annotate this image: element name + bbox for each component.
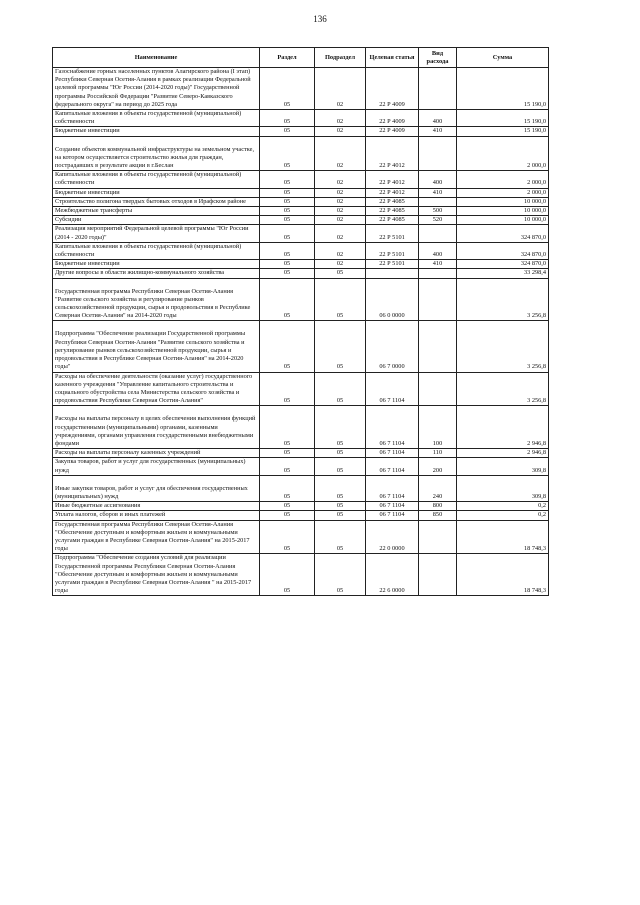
cell-amount: 0,2 — [457, 502, 549, 511]
cell-target-article: 22 Р 4009 — [366, 110, 419, 127]
cell-expense-type — [419, 520, 457, 554]
cell-target-article: 22 Р 4012 — [366, 188, 419, 197]
cell-target-article: 22 Р 4009 — [366, 68, 419, 110]
budget-table — [52, 47, 549, 596]
table-row — [53, 278, 549, 321]
cell-name: Строительство полигона твердых бытовых отходов в Ирафском районе — [53, 197, 260, 206]
cell-name: Подпрограмма "Обеспечение создания условий для реализации Государственной программы Республики Северная Осетия-Алания "Обеспечение доступным и комфортным жильем и коммунальными услугами граждан в Республике Северная Осетия-Алания " на 2015-2017 годы — [53, 554, 260, 596]
cell-name: Иные закупки товаров, работ и услуг для обеспечения государственных (муниципальных) нужд — [53, 475, 260, 501]
cell-target-article: 22 Р 4085 — [366, 207, 419, 216]
cell-expense-type: 410 — [419, 188, 457, 197]
table-row — [53, 554, 549, 596]
cell-subsection: 05 — [315, 406, 366, 449]
cell-amount: 309,8 — [457, 475, 549, 501]
cell-subsection: 05 — [315, 554, 366, 596]
table-row — [53, 520, 549, 554]
cell-amount: 10 000,0 — [457, 216, 549, 225]
table-header-row — [53, 48, 549, 68]
table-row — [53, 225, 549, 242]
cell-section: 05 — [260, 458, 315, 475]
cell-section: 05 — [260, 520, 315, 554]
cell-target-article: 06 0 0000 — [366, 278, 419, 321]
table-row — [53, 269, 549, 278]
table-row — [53, 216, 549, 225]
cell-amount: 18 748,3 — [457, 520, 549, 554]
cell-subsection: 05 — [315, 321, 366, 372]
cell-subsection: 02 — [315, 136, 366, 171]
table-row — [53, 171, 549, 188]
table-row — [53, 242, 549, 259]
cell-subsection: 05 — [315, 458, 366, 475]
table-row — [53, 136, 549, 171]
cell-subsection: 02 — [315, 110, 366, 127]
cell-target-article — [366, 269, 419, 278]
cell-target-article: 22 6 0000 — [366, 554, 419, 596]
cell-name: Газоснабжение горных населенных пунктов Алагирского района (I этап) Республики Северная Осетия-Алания в рамках реализации Федеральной целевой программы "Юг России (2014-2020 годы)" Государственной программы Российской Федерации "Развитие Северо-Кавказского федерального округа" на период до 2025 года — [53, 68, 260, 110]
cell-target-article: 06 7 0000 — [366, 321, 419, 372]
cell-target-article: 06 7 1104 — [366, 449, 419, 458]
cell-expense-type: 200 — [419, 458, 457, 475]
cell-target-article: 06 7 1104 — [366, 406, 419, 449]
table-row — [53, 502, 549, 511]
cell-expense-type — [419, 225, 457, 242]
cell-expense-type: 240 — [419, 475, 457, 501]
cell-name: Бюджетные инвестиции — [53, 127, 260, 136]
cell-section: 05 — [260, 278, 315, 321]
cell-amount: 15 190,0 — [457, 68, 549, 110]
cell-expense-type: 500 — [419, 207, 457, 216]
cell-expense-type — [419, 68, 457, 110]
page-number: 136 — [313, 14, 327, 24]
cell-amount: 0,2 — [457, 511, 549, 520]
cell-section: 05 — [260, 372, 315, 406]
cell-expense-type: 100 — [419, 406, 457, 449]
cell-section: 05 — [260, 406, 315, 449]
cell-amount: 2 946,8 — [457, 406, 549, 449]
table-row — [53, 207, 549, 216]
cell-name: Закупка товаров, работ и услуг для государственных (муниципальных) нужд — [53, 458, 260, 475]
header-name: Наименование — [53, 48, 260, 68]
cell-name: Бюджетные инвестиции — [53, 188, 260, 197]
cell-expense-type — [419, 278, 457, 321]
cell-name: Расходы на выплаты персоналу в целях обеспечения выполнения функций государственными (муниципальными) органами, казенными учреждениями, органами управления государственными внебюджетными фондами — [53, 406, 260, 449]
cell-expense-type: 800 — [419, 502, 457, 511]
cell-amount: 324 870,0 — [457, 242, 549, 259]
cell-name: Государственная программа Республики Северная Осетия-Алания "Обеспечение доступным и комфортным жильем и коммунальными услугами граждан в Республике Северная Осетия-Алания" на 2015-2017 годы — [53, 520, 260, 554]
cell-expense-type: 850 — [419, 511, 457, 520]
cell-subsection: 02 — [315, 225, 366, 242]
cell-section: 05 — [260, 127, 315, 136]
header-target-article: Целевая статья — [366, 48, 419, 68]
cell-target-article: 22 Р 4012 — [366, 136, 419, 171]
cell-expense-type — [419, 269, 457, 278]
cell-subsection: 05 — [315, 511, 366, 520]
cell-name: Иные бюджетные ассигнования — [53, 502, 260, 511]
cell-name: Субсидии — [53, 216, 260, 225]
cell-section: 05 — [260, 554, 315, 596]
cell-section: 05 — [260, 171, 315, 188]
cell-name: Реализация мероприятий Федеральной целевой программы "Юг России (2014 - 2020 годы)" — [53, 225, 260, 242]
cell-amount: 10 000,0 — [457, 207, 549, 216]
cell-name: Межбюджетные трансферты — [53, 207, 260, 216]
cell-expense-type — [419, 136, 457, 171]
cell-subsection: 05 — [315, 520, 366, 554]
cell-section: 05 — [260, 225, 315, 242]
cell-expense-type: 400 — [419, 171, 457, 188]
cell-subsection: 02 — [315, 68, 366, 110]
header-amount: Сумма — [457, 48, 549, 68]
cell-subsection: 02 — [315, 197, 366, 206]
cell-amount: 2 946,8 — [457, 449, 549, 458]
cell-target-article: 22 Р 4012 — [366, 171, 419, 188]
cell-section: 05 — [260, 511, 315, 520]
table-row — [53, 449, 549, 458]
table-row — [53, 372, 549, 406]
cell-target-article: 06 7 1104 — [366, 372, 419, 406]
cell-target-article: 22 Р 4085 — [366, 216, 419, 225]
cell-target-article: 22 Р 5101 — [366, 225, 419, 242]
cell-name: Уплата налогов, сборов и иных платежей — [53, 511, 260, 520]
table-row — [53, 127, 549, 136]
cell-name: Подпрограмма "Обеспечение реализации Государственной программы Республики Северная Осетия-Алания "Развитие сельского хозяйства и регулирование рынков сельскохозяйственной продукции, сырья и продовольствия в Республике Северная Осетия-Алания" на 2014-2020 годы" — [53, 321, 260, 372]
cell-target-article: 06 7 1104 — [366, 475, 419, 501]
cell-amount: 10 000,0 — [457, 197, 549, 206]
cell-amount: 3 256,8 — [457, 278, 549, 321]
table-row — [53, 68, 549, 110]
cell-section: 05 — [260, 68, 315, 110]
cell-subsection: 05 — [315, 269, 366, 278]
cell-target-article: 06 7 1104 — [366, 502, 419, 511]
cell-name: Бюджетные инвестиции — [53, 260, 260, 269]
cell-subsection: 05 — [315, 372, 366, 406]
cell-section: 05 — [260, 242, 315, 259]
cell-amount: 18 748,3 — [457, 554, 549, 596]
cell-section: 05 — [260, 216, 315, 225]
cell-expense-type: 410 — [419, 127, 457, 136]
cell-amount: 2 000,0 — [457, 171, 549, 188]
cell-target-article: 06 7 1104 — [366, 511, 419, 520]
cell-amount: 33 298,4 — [457, 269, 549, 278]
table-row — [53, 197, 549, 206]
cell-expense-type: 400 — [419, 110, 457, 127]
cell-target-article: 22 Р 4009 — [366, 127, 419, 136]
table-row — [53, 110, 549, 127]
table-row — [53, 475, 549, 501]
cell-expense-type — [419, 554, 457, 596]
cell-expense-type — [419, 197, 457, 206]
cell-name: Государственная программа Республики Северная Осетия-Алания "Развитие сельского хозяйства и регулирование рынков сельскохозяйственной продукции, сырья и продовольствия в Республике Северная Осетия-Алания" на 2014-2020 годы — [53, 278, 260, 321]
cell-section: 05 — [260, 260, 315, 269]
cell-expense-type: 520 — [419, 216, 457, 225]
cell-name: Расходы на выплаты персоналу казенных учреждений — [53, 449, 260, 458]
cell-section: 05 — [260, 321, 315, 372]
cell-subsection: 02 — [315, 216, 366, 225]
cell-expense-type — [419, 321, 457, 372]
cell-name: Капитальные вложения в объекты государственной (муниципальной) собственности — [53, 171, 260, 188]
cell-subsection: 02 — [315, 127, 366, 136]
cell-subsection: 02 — [315, 260, 366, 269]
cell-amount: 3 256,8 — [457, 321, 549, 372]
cell-name: Создание объектов коммунальной инфраструктуры на земельном участке, на котором осуществляется строительство жилья для граждан, пострадавших в результате акции в г.Беслан — [53, 136, 260, 171]
cell-name: Расходы на обеспечение деятельности (оказание услуг) государственного казенного учреждения "Управление капитального строительства и социального обустройства села Министерства сельского хозяйства и продовольствия Республики Северная Осетия-Алания" — [53, 372, 260, 406]
header-subsection: Подраздел — [315, 48, 366, 68]
cell-section: 05 — [260, 197, 315, 206]
cell-section: 05 — [260, 475, 315, 501]
cell-subsection: 05 — [315, 449, 366, 458]
header-section: Раздел — [260, 48, 315, 68]
table-row — [53, 406, 549, 449]
cell-amount: 2 000,0 — [457, 188, 549, 197]
cell-section: 05 — [260, 207, 315, 216]
cell-amount: 324 870,0 — [457, 225, 549, 242]
cell-section: 05 — [260, 502, 315, 511]
cell-target-article: 22 Р 4085 — [366, 197, 419, 206]
cell-section: 05 — [260, 269, 315, 278]
table-row — [53, 260, 549, 269]
cell-subsection: 05 — [315, 502, 366, 511]
cell-subsection: 02 — [315, 242, 366, 259]
table-row — [53, 458, 549, 475]
cell-subsection: 02 — [315, 171, 366, 188]
cell-target-article: 22 Р 5101 — [366, 260, 419, 269]
cell-amount: 15 190,0 — [457, 110, 549, 127]
cell-name: Капитальные вложения в объекты государственной (муниципальной) собственности — [53, 242, 260, 259]
cell-section: 05 — [260, 188, 315, 197]
cell-expense-type — [419, 372, 457, 406]
cell-section: 05 — [260, 449, 315, 458]
cell-amount: 324 870,0 — [457, 260, 549, 269]
cell-expense-type: 410 — [419, 260, 457, 269]
cell-target-article: 22 0 0000 — [366, 520, 419, 554]
cell-name: Капитальные вложения в объекты государственной (муниципальной) собственности — [53, 110, 260, 127]
cell-subsection: 02 — [315, 188, 366, 197]
cell-amount: 309,8 — [457, 458, 549, 475]
cell-section: 05 — [260, 110, 315, 127]
cell-expense-type: 110 — [419, 449, 457, 458]
cell-amount: 2 000,0 — [457, 136, 549, 171]
cell-name: Другие вопросы в области жилищно-коммунального хозяйства — [53, 269, 260, 278]
table-row — [53, 321, 549, 372]
cell-section: 05 — [260, 136, 315, 171]
cell-subsection: 05 — [315, 475, 366, 501]
cell-subsection: 02 — [315, 207, 366, 216]
table-row — [53, 188, 549, 197]
cell-amount: 15 190,0 — [457, 127, 549, 136]
cell-expense-type: 400 — [419, 242, 457, 259]
cell-amount: 3 256,8 — [457, 372, 549, 406]
cell-target-article: 22 Р 5101 — [366, 242, 419, 259]
table-row — [53, 511, 549, 520]
header-expense-type: Вид расхода — [419, 48, 457, 68]
cell-target-article: 06 7 1104 — [366, 458, 419, 475]
cell-subsection: 05 — [315, 278, 366, 321]
